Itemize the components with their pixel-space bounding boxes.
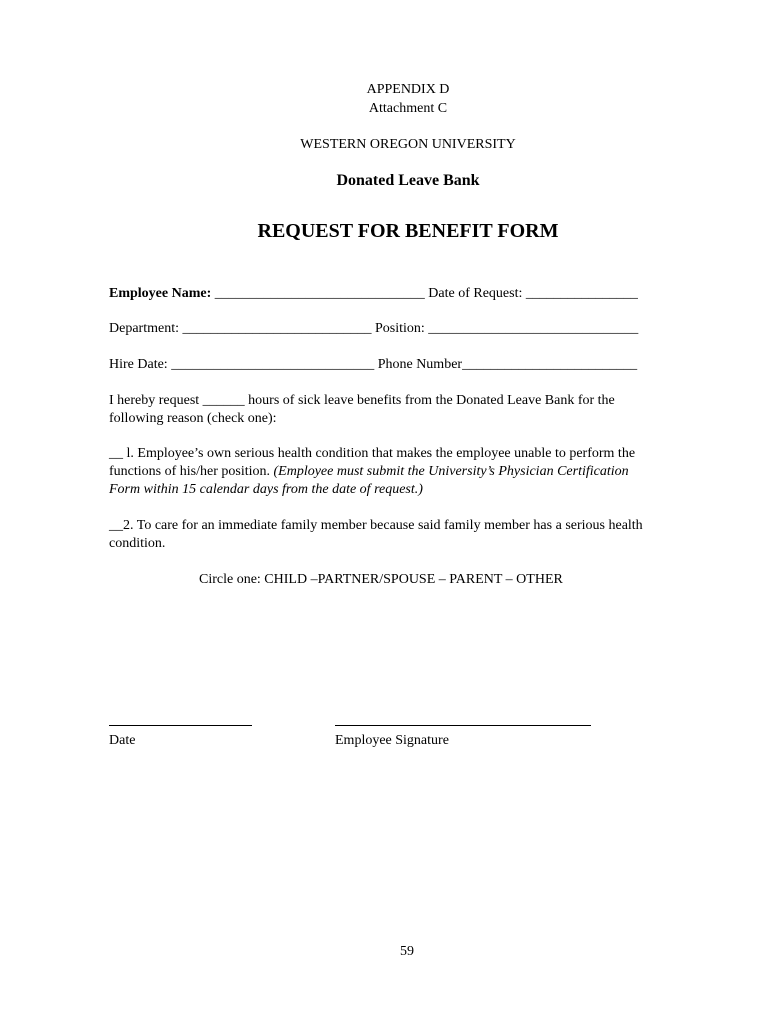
date-signature-line[interactable]: [109, 725, 252, 726]
employee-name-field[interactable]: ______________________________: [211, 286, 429, 301]
option-1-checkbox-line[interactable]: __ l. Employee’s own serious health condition that makes the employee unable to perform the: [109, 446, 636, 461]
institution-name: WESTERN OREGON UNIVERSITY: [300, 137, 516, 152]
circle-one-relationship[interactable]: Circle one: CHILD –PARTNER/SPOUSE – PARENT – OTHER: [199, 572, 563, 587]
date-label: Date: [109, 733, 136, 748]
page-number: 59: [400, 944, 414, 959]
date-of-request-field[interactable]: Date of Request: ________________: [428, 286, 638, 301]
program-name: Donated Leave Bank: [336, 172, 480, 189]
option-2-paragraph: [109, 517, 699, 553]
option-1-note-continued: Form within 15 calendar days from the date of request.): [109, 482, 423, 497]
employee-signature-line[interactable]: [335, 725, 591, 726]
request-line-2: following reason (check one):: [109, 411, 277, 426]
option-1-line-2: [109, 463, 699, 481]
option-2-checkbox-line[interactable]: __2. To care for an immediate family member because said family member has a serious health: [109, 518, 643, 533]
department-position-row[interactable]: Department: ___________________________ Position: ______________________________: [109, 321, 639, 336]
employee-name-label: Employee Name:: [109, 286, 212, 301]
request-line-1[interactable]: I hereby request ______ hours of sick leave benefits from the Donated Leave Bank for the: [109, 393, 615, 408]
appendix-label: APPENDIX D: [366, 82, 450, 97]
option-1-note: (Employee must submit the University’s Physician Certification: [273, 464, 629, 479]
attachment-label: Attachment C: [368, 101, 448, 116]
employee-name-row: [109, 285, 638, 303]
option-1-text: functions of his/her position.: [109, 464, 274, 479]
option-2-line-2: condition.: [109, 536, 166, 551]
option-1-paragraph: [109, 445, 699, 499]
employee-signature-label: Employee Signature: [335, 733, 449, 748]
hire-date-phone-row[interactable]: Hire Date: _____________________________ Phone Number_________________________: [109, 357, 638, 372]
form-title: REQUEST FOR BENEFIT FORM: [257, 220, 559, 242]
request-paragraph: [109, 392, 699, 428]
